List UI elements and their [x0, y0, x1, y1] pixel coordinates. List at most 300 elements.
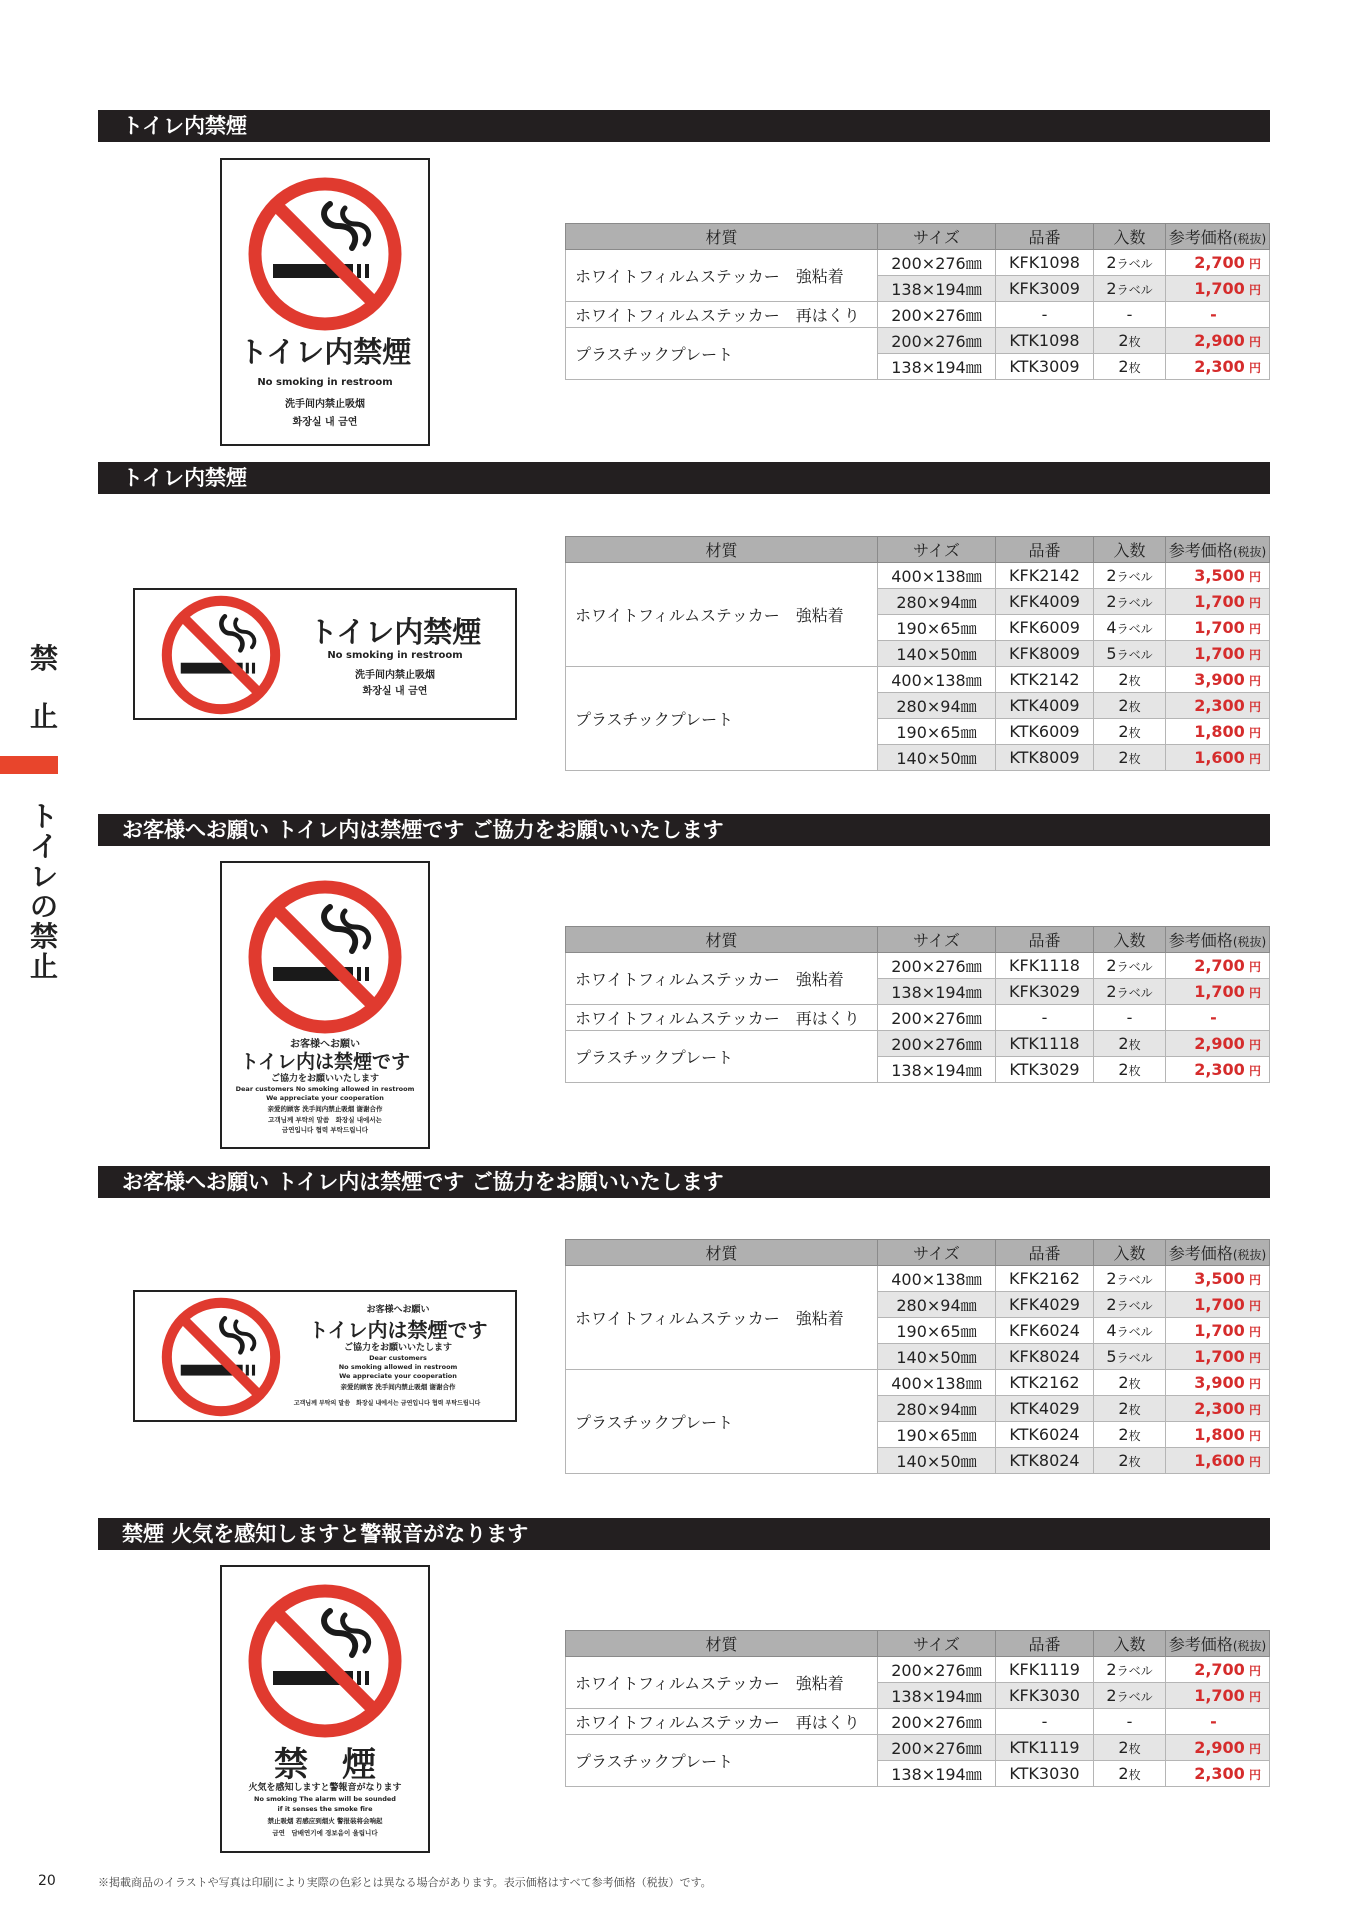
spec-table-2 [565, 536, 1270, 771]
qty-cell: 2枚 [1094, 1422, 1166, 1448]
price-cell: 1,700 円 [1166, 589, 1270, 615]
size-cell: 200×276㎜ [878, 328, 996, 354]
price-cell: - [1166, 302, 1270, 328]
qty-unit: ラベル [1116, 1351, 1153, 1365]
spec-table-4 [565, 1239, 1270, 1474]
qty-unit: ラベル [1116, 570, 1153, 584]
qty-unit: ラベル [1116, 257, 1153, 271]
yen-unit: 円 [1244, 335, 1261, 349]
qty-cell: 2ラベル [1094, 1266, 1166, 1292]
section-2-header: トイレ内禁煙 [98, 462, 1270, 494]
yen-unit: 円 [1244, 960, 1261, 974]
header-price-note: (税抜) [1232, 545, 1267, 559]
code-cell: KTK2142 [996, 667, 1094, 693]
price-cell: 1,700 円 [1166, 1683, 1270, 1709]
size-cell: 190×65㎜ [878, 615, 996, 641]
price-cell: 1,600 円 [1166, 1448, 1270, 1474]
sign-5-en1: No smoking The alarm will be sounded [254, 1795, 396, 1803]
code-cell: - [996, 1005, 1094, 1031]
qty-cell: 2ラベル [1094, 250, 1166, 276]
yen-unit: 円 [1244, 1064, 1261, 1078]
table-row [566, 1266, 1270, 1292]
qty-cell: 2枚 [1094, 745, 1166, 771]
code-cell: KFK4009 [996, 589, 1094, 615]
header-price-note: (税抜) [1232, 1639, 1267, 1653]
header-size: サイズ [878, 1631, 996, 1657]
qty-cell: 2ラベル [1094, 953, 1166, 979]
size-cell: 280×94㎜ [878, 589, 996, 615]
yen-unit: 円 [1244, 1038, 1261, 1052]
qty-unit: 枚 [1128, 335, 1141, 349]
size-cell: 138×194㎜ [878, 1057, 996, 1083]
yen-unit: 円 [1244, 986, 1261, 1000]
header-qty: 入数 [1094, 224, 1166, 250]
header-qty: 入数 [1094, 1240, 1166, 1266]
code-cell: KTK8009 [996, 745, 1094, 771]
qty-cell: 2枚 [1094, 1448, 1166, 1474]
table-row [566, 1005, 1270, 1031]
qty-cell: 2ラベル [1094, 1683, 1166, 1709]
price-cell: 2,700 円 [1166, 250, 1270, 276]
qty-cell: 5ラベル [1094, 1344, 1166, 1370]
table-header-row [566, 224, 1270, 250]
yen-unit: 円 [1244, 1664, 1261, 1678]
qty-cell: 2枚 [1094, 667, 1166, 693]
table-header-row [566, 927, 1270, 953]
yen-unit: 円 [1244, 1455, 1261, 1469]
size-cell: 190×65㎜ [878, 1318, 996, 1344]
section-5-header: 禁煙 火気を感知しますと警報音がなります [98, 1518, 1270, 1550]
table-row [566, 1735, 1270, 1761]
material-cell: ホワイトフィルムステッカー 再はくり [566, 1709, 878, 1735]
code-cell: KTK8024 [996, 1448, 1094, 1474]
yen-unit: 円 [1244, 1299, 1261, 1313]
code-cell: KTK3030 [996, 1761, 1094, 1787]
no-smoking-icon [222, 174, 428, 334]
yen-unit: 円 [1244, 570, 1261, 584]
qty-unit: 枚 [1128, 1038, 1141, 1052]
qty-unit: 枚 [1128, 752, 1141, 766]
material-cell: ホワイトフィルムステッカー 再はくり [566, 1005, 878, 1031]
yen-unit: 円 [1244, 1690, 1261, 1704]
material-cell: ホワイトフィルムステッカー 強粘着 [566, 953, 878, 1005]
sign-3-title: トイレ内は禁煙です [239, 1051, 411, 1073]
header-price-note: (税抜) [1232, 935, 1267, 949]
sidebar-subcategory-char: レ [29, 860, 58, 893]
sign-5-sub: 火気を感知しますと警報音がなります [248, 1783, 402, 1793]
price-cell: 2,300 円 [1166, 1761, 1270, 1787]
table-header-row [566, 1240, 1270, 1266]
size-cell: 200×276㎜ [878, 953, 996, 979]
price-cell: 3,900 円 [1166, 667, 1270, 693]
section-4-header: お客様へお願い トイレ内は禁煙です ご協力をお願いいたします [98, 1166, 1270, 1198]
sign-5-ko: 금연 담배연기에 경보음이 울립니다 [272, 1829, 378, 1837]
price-cell: 2,300 円 [1166, 354, 1270, 380]
code-cell: KTK3029 [996, 1057, 1094, 1083]
price-cell: 2,900 円 [1166, 328, 1270, 354]
price-cell: 1,700 円 [1166, 1344, 1270, 1370]
code-cell: KFK2162 [996, 1266, 1094, 1292]
code-cell: KTK1098 [996, 328, 1094, 354]
qty-unit: ラベル [1116, 1325, 1153, 1339]
header-code: 品番 [996, 224, 1094, 250]
code-cell: KTK4029 [996, 1396, 1094, 1422]
size-cell: 200×276㎜ [878, 250, 996, 276]
size-cell: 400×138㎜ [878, 1370, 996, 1396]
code-cell: KTK6009 [996, 719, 1094, 745]
header-materials: 材質 [566, 1631, 878, 1657]
spec-table-5 [565, 1630, 1270, 1787]
sign-4-en2: No smoking allowed in restroom [338, 1363, 458, 1371]
code-cell: KTK1118 [996, 1031, 1094, 1057]
size-cell: 140×50㎜ [878, 1344, 996, 1370]
qty-unit: ラベル [1116, 622, 1153, 636]
yen-unit: 円 [1244, 752, 1261, 766]
size-cell: 200×276㎜ [878, 302, 996, 328]
sign-2-zh: 洗手间内禁止吸烟 [355, 670, 435, 681]
price-cell: 2,900 円 [1166, 1735, 1270, 1761]
size-cell: 200×276㎜ [878, 1709, 996, 1735]
header-qty: 入数 [1094, 1631, 1166, 1657]
qty-cell: 2枚 [1094, 1031, 1166, 1057]
table-row [566, 1709, 1270, 1735]
sign-4-ko: 고객님께 부탁의 말씀 화장실 내에서는 금연입니다 협력 부탁드립니다 [293, 1400, 481, 1407]
sidebar-subcategory-char: の [29, 890, 58, 923]
yen-unit: 円 [1244, 257, 1261, 271]
yen-unit: 円 [1244, 648, 1261, 662]
code-cell: KFK8024 [996, 1344, 1094, 1370]
material-cell: プラスチックプレート [566, 1370, 878, 1474]
qty-cell: 2ラベル [1094, 589, 1166, 615]
sign-3-ko1: 고객님께 부탁의 말씀 화장실 내에서는 [268, 1116, 382, 1124]
sign-4-top: お客様へお願い [366, 1305, 430, 1315]
table-row [566, 302, 1270, 328]
qty-unit: 枚 [1128, 1742, 1141, 1756]
yen-unit: 円 [1244, 596, 1261, 610]
header-qty: 入数 [1094, 927, 1166, 953]
qty-cell: - [1094, 302, 1166, 328]
sign-4-en1: Dear customers [369, 1354, 427, 1362]
price-cell: 2,300 円 [1166, 1396, 1270, 1422]
price-cell: 1,700 円 [1166, 615, 1270, 641]
code-cell: KTK3009 [996, 354, 1094, 380]
qty-unit: ラベル [1116, 283, 1153, 297]
sign-3-sub: ご協力をお願いいたします [270, 1074, 379, 1084]
qty-unit: 枚 [1128, 674, 1141, 688]
price-cell: 2,300 円 [1166, 1057, 1270, 1083]
sign-5-title: 禁 煙 [274, 1745, 376, 1785]
footnote: ※掲載商品のイラストや写真は印刷により実際の色彩とは異なる場合があります。表示価格はすべて参考価格（税抜）です。 [98, 1876, 712, 1889]
table-row [566, 667, 1270, 693]
price-cell: - [1166, 1709, 1270, 1735]
price-cell: 1,700 円 [1166, 979, 1270, 1005]
header-size: サイズ [878, 537, 996, 563]
header-price: 参考価格(税抜) [1166, 224, 1270, 250]
size-cell: 200×276㎜ [878, 1005, 996, 1031]
size-cell: 190×65㎜ [878, 719, 996, 745]
code-cell: KFK1098 [996, 250, 1094, 276]
sidebar-subcategory-char: 禁 [29, 920, 58, 953]
material-cell: プラスチックプレート [566, 1031, 878, 1083]
yen-unit: 円 [1244, 674, 1261, 688]
size-cell: 190×65㎜ [878, 1422, 996, 1448]
material-cell: ホワイトフィルムステッカー 再はくり [566, 302, 878, 328]
sign-1-en: No smoking in restroom [257, 377, 393, 388]
page-number: 20 [38, 1873, 56, 1889]
sign-5-zh: 禁止吸烟 若感应到烟火 警报装将会响起 [267, 1817, 383, 1825]
size-cell: 200×276㎜ [878, 1031, 996, 1057]
header-materials: 材質 [566, 537, 878, 563]
qty-cell: 2枚 [1094, 1057, 1166, 1083]
size-cell: 138×194㎜ [878, 979, 996, 1005]
qty-unit: 枚 [1128, 700, 1141, 714]
qty-unit: ラベル [1116, 1690, 1153, 1704]
qty-unit: 枚 [1128, 1064, 1141, 1078]
header-materials: 材質 [566, 927, 878, 953]
sign-2-title: トイレ内禁煙 [308, 615, 482, 649]
header-price: 参考価格(税抜) [1166, 537, 1270, 563]
sign-4-en3: We appreciate your cooperation [339, 1372, 457, 1380]
qty-cell: 4ラベル [1094, 615, 1166, 641]
qty-unit: ラベル [1116, 648, 1153, 662]
header-code: 品番 [996, 1240, 1094, 1266]
qty-unit: 枚 [1128, 726, 1141, 740]
header-price: 参考価格(税抜) [1166, 1631, 1270, 1657]
sign-5-portrait [220, 1565, 430, 1853]
qty-unit: ラベル [1116, 960, 1153, 974]
yen-unit: 円 [1244, 1273, 1261, 1287]
sign-5-en2: if it senses the smoke fire [277, 1805, 373, 1813]
sign-1-ko: 화장실 내 금연 [292, 417, 358, 428]
size-cell: 400×138㎜ [878, 667, 996, 693]
sign-3-en2: We appreciate your cooperation [266, 1094, 384, 1102]
sign-2-en: No smoking in restroom [327, 650, 463, 661]
header-size: サイズ [878, 1240, 996, 1266]
table-row [566, 250, 1270, 276]
yen-unit: 円 [1244, 1377, 1261, 1391]
qty-cell: 5ラベル [1094, 641, 1166, 667]
qty-unit: 枚 [1128, 1403, 1141, 1417]
sidebar-accent-bar [0, 756, 58, 774]
sign-4-zh: 亲爱的顾客 洗手间内禁止吸烟 谢谢合作 [340, 1383, 456, 1391]
sidebar-category [26, 630, 62, 746]
size-cell: 400×138㎜ [878, 563, 996, 589]
code-cell: KTK1119 [996, 1735, 1094, 1761]
sign-3-en1: Dear customers No smoking allowed in restroom [235, 1085, 415, 1093]
no-smoking-icon [161, 595, 281, 715]
qty-cell: 2ラベル [1094, 979, 1166, 1005]
code-cell: KFK6009 [996, 615, 1094, 641]
size-cell: 138×194㎜ [878, 1683, 996, 1709]
table-row [566, 1370, 1270, 1396]
qty-cell: 2ラベル [1094, 1292, 1166, 1318]
code-cell: KFK3029 [996, 979, 1094, 1005]
sign-3-ko2: 금연입니다 협력 부탁드립니다 [281, 1126, 369, 1134]
header-price-note: (税抜) [1232, 232, 1267, 246]
price-cell: 2,700 円 [1166, 1657, 1270, 1683]
no-smoking-icon [222, 877, 428, 1037]
code-cell: KFK4029 [996, 1292, 1094, 1318]
section-1-header: トイレ内禁煙 [98, 110, 1270, 142]
sign-1-zh: 洗手间内禁止吸烟 [285, 399, 365, 410]
sign-2-landscape [133, 588, 517, 720]
table-row [566, 328, 1270, 354]
sign-1-portrait [220, 158, 430, 446]
qty-cell: 2枚 [1094, 328, 1166, 354]
code-cell: - [996, 302, 1094, 328]
qty-cell: 2ラベル [1094, 1657, 1166, 1683]
material-cell: プラスチックプレート [566, 1735, 878, 1787]
material-cell: ホワイトフィルムステッカー 強粘着 [566, 1657, 878, 1709]
table-header-row [566, 1631, 1270, 1657]
code-cell: KTK6024 [996, 1422, 1094, 1448]
qty-unit: 枚 [1128, 1429, 1141, 1443]
qty-unit: ラベル [1116, 986, 1153, 1000]
price-cell: 1,700 円 [1166, 276, 1270, 302]
header-size: サイズ [878, 224, 996, 250]
size-cell: 280×94㎜ [878, 1396, 996, 1422]
header-price: 参考価格(税抜) [1166, 927, 1270, 953]
qty-unit: ラベル [1116, 1664, 1153, 1678]
yen-unit: 円 [1244, 622, 1261, 636]
price-cell: 1,700 円 [1166, 1318, 1270, 1344]
code-cell: KFK2142 [996, 563, 1094, 589]
sidebar-subcategory-char: 止 [29, 950, 58, 983]
size-cell: 140×50㎜ [878, 641, 996, 667]
size-cell: 280×94㎜ [878, 693, 996, 719]
yen-unit: 円 [1244, 1742, 1261, 1756]
code-cell: - [996, 1709, 1094, 1735]
size-cell: 140×50㎜ [878, 745, 996, 771]
price-cell: 1,800 円 [1166, 1422, 1270, 1448]
qty-unit: ラベル [1116, 1299, 1153, 1313]
size-cell: 140×50㎜ [878, 1448, 996, 1474]
qty-cell: - [1094, 1709, 1166, 1735]
size-cell: 200×276㎜ [878, 1657, 996, 1683]
qty-cell: 2枚 [1094, 719, 1166, 745]
sign-4-title: トイレ内は禁煙です [308, 1318, 488, 1342]
price-cell: 1,600 円 [1166, 745, 1270, 771]
material-cell: ホワイトフィルムステッカー 強粘着 [566, 250, 878, 302]
header-price-note: (税抜) [1232, 1248, 1267, 1262]
yen-unit: 円 [1244, 283, 1261, 297]
yen-unit: 円 [1244, 1768, 1261, 1782]
qty-cell: 4ラベル [1094, 1318, 1166, 1344]
yen-unit: 円 [1244, 700, 1261, 714]
qty-cell: 2枚 [1094, 1370, 1166, 1396]
sign-1-title: トイレ内禁煙 [238, 335, 412, 369]
code-cell: KFK6024 [996, 1318, 1094, 1344]
price-cell: 1,700 円 [1166, 1292, 1270, 1318]
sidebar-subcategory [26, 802, 62, 982]
sign-3-portrait [220, 861, 430, 1149]
code-cell: KFK3030 [996, 1683, 1094, 1709]
material-cell: プラスチックプレート [566, 328, 878, 380]
header-price: 参考価格(税抜) [1166, 1240, 1270, 1266]
price-cell: 2,300 円 [1166, 693, 1270, 719]
qty-cell: 2ラベル [1094, 276, 1166, 302]
qty-cell: 2ラベル [1094, 563, 1166, 589]
material-cell: ホワイトフィルムステッカー 強粘着 [566, 1266, 878, 1370]
table-header-row [566, 537, 1270, 563]
section-3-header: お客様へお願い トイレ内は禁煙です ご協力をお願いいたします [98, 814, 1270, 846]
price-cell: - [1166, 1005, 1270, 1031]
header-code: 品番 [996, 1631, 1094, 1657]
code-cell: KFK1119 [996, 1657, 1094, 1683]
header-size: サイズ [878, 927, 996, 953]
qty-cell: 2枚 [1094, 1396, 1166, 1422]
code-cell: KFK8009 [996, 641, 1094, 667]
yen-unit: 円 [1244, 361, 1261, 375]
sidebar-category-char-2: 止 [29, 700, 58, 733]
size-cell: 280×94㎜ [878, 1292, 996, 1318]
spec-table-1 [565, 223, 1270, 380]
qty-unit: 枚 [1128, 1768, 1141, 1782]
yen-unit: 円 [1244, 1403, 1261, 1417]
sign-2-ko: 화장실 내 금연 [362, 686, 428, 697]
qty-unit: ラベル [1116, 596, 1153, 610]
price-cell: 3,900 円 [1166, 1370, 1270, 1396]
size-cell: 138×194㎜ [878, 354, 996, 380]
code-cell: KTK2162 [996, 1370, 1094, 1396]
code-cell: KTK4009 [996, 693, 1094, 719]
yen-unit: 円 [1244, 726, 1261, 740]
table-row [566, 953, 1270, 979]
yen-unit: 円 [1244, 1351, 1261, 1365]
qty-cell: 2枚 [1094, 1735, 1166, 1761]
price-cell: 2,900 円 [1166, 1031, 1270, 1057]
price-cell: 1,800 円 [1166, 719, 1270, 745]
yen-unit: 円 [1244, 1429, 1261, 1443]
code-cell: KFK3009 [996, 276, 1094, 302]
sign-4-sub: ご協力をお願いいたします [343, 1343, 452, 1353]
sign-3-top: お客様へお願い [290, 1039, 360, 1050]
qty-cell: 2枚 [1094, 354, 1166, 380]
qty-unit: 枚 [1128, 1455, 1141, 1469]
table-row [566, 1657, 1270, 1683]
qty-unit: 枚 [1128, 361, 1141, 375]
sign-3-zh: 亲爱的顾客 洗手间内禁止吸烟 谢谢合作 [267, 1105, 383, 1113]
qty-unit: ラベル [1116, 1273, 1153, 1287]
qty-unit: 枚 [1128, 1377, 1141, 1391]
yen-unit: 円 [1244, 1325, 1261, 1339]
table-row [566, 563, 1270, 589]
sidebar-category-char-1: 禁 [29, 642, 58, 675]
header-materials: 材質 [566, 1240, 878, 1266]
price-cell: 3,500 円 [1166, 1266, 1270, 1292]
no-smoking-icon [222, 1581, 428, 1741]
size-cell: 138×194㎜ [878, 1761, 996, 1787]
code-cell: KFK1118 [996, 953, 1094, 979]
size-cell: 400×138㎜ [878, 1266, 996, 1292]
sidebar-subcategory-char: ト [29, 800, 58, 833]
header-code: 品番 [996, 537, 1094, 563]
qty-cell: - [1094, 1005, 1166, 1031]
price-cell: 1,700 円 [1166, 641, 1270, 667]
material-cell: ホワイトフィルムステッカー 強粘着 [566, 563, 878, 667]
sign-4-landscape [133, 1290, 517, 1422]
size-cell: 138×194㎜ [878, 276, 996, 302]
table-row [566, 1031, 1270, 1057]
qty-cell: 2枚 [1094, 1761, 1166, 1787]
size-cell: 200×276㎜ [878, 1735, 996, 1761]
price-cell: 3,500 円 [1166, 563, 1270, 589]
qty-cell: 2枚 [1094, 693, 1166, 719]
sidebar-subcategory-char: イ [29, 830, 58, 863]
spec-table-3 [565, 926, 1270, 1083]
material-cell: プラスチックプレート [566, 667, 878, 771]
header-qty: 入数 [1094, 537, 1166, 563]
